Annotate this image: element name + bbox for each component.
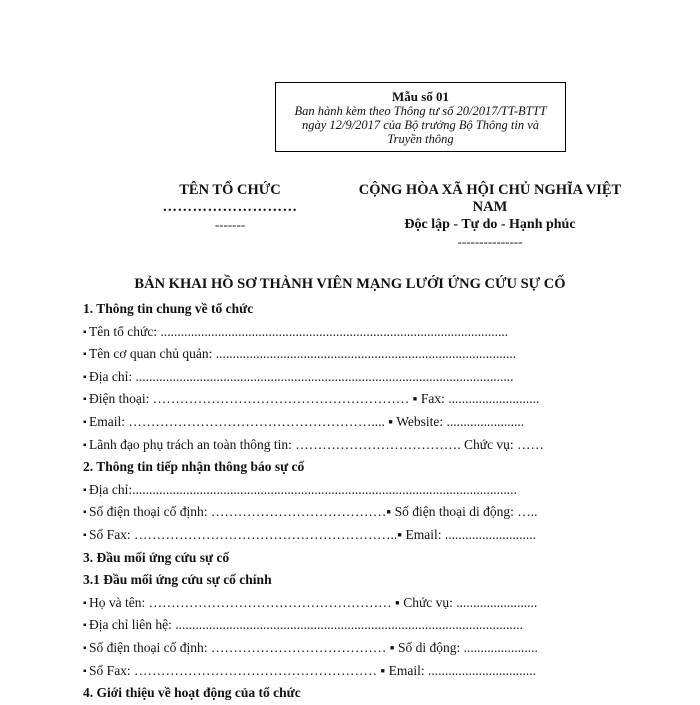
organization-dots: ……………………… [162, 199, 298, 215]
form-body [83, 298, 573, 705]
issued-line-3: Truyền thông [387, 132, 454, 146]
national-divider: --------------- [457, 234, 523, 249]
national-motto: Độc lập - Tự do - Hạnh phúc [404, 217, 576, 232]
form-field-line: ▪ Điện thoại: ………………………………………………… ▪ Fax: ........................... [83, 388, 573, 411]
form-number-box [275, 82, 566, 152]
form-number: Mẫu số 01 [391, 89, 450, 104]
form-field-line: ▪ Tên cơ quan chủ quản: ......................................................................................... [83, 343, 573, 366]
section-heading: 2. Thông tin tiếp nhận thông báo sự cố [83, 459, 305, 475]
form-field-line: ▪ Lãnh đạo phụ trách an toàn thông tin: ………………………………. Chức vụ: …… [83, 434, 573, 457]
form-field-line: ▪ Số điện thoại cố định: …………………………………▪ Số điện thoại di động: ….. [83, 501, 573, 524]
form-field-line: ▪ Số Fax: ……………………………………………… ▪ Email: ................................ [83, 660, 573, 683]
form-field-line: ▪ Địa chỉ: ................................................................................................................ [83, 366, 573, 389]
organization-divider: ------- [214, 217, 246, 232]
national-header [340, 182, 640, 250]
form-field-line: ▪ Họ và tên: ……………………………………………… ▪ Chức vụ: ........................ [83, 592, 573, 615]
subsection-heading: 3.1 Đầu mối ứng cứu sự cố chính [83, 572, 272, 588]
form-field-line: ▪ Địa chỉ:.................................................................................................................. [83, 479, 573, 502]
issued-line-1: Ban hành kèm theo Thông tư số 20/2017/TT-BTTT [294, 104, 547, 118]
form-field-line: ▪ Email: ……………………………………………….... ▪ Website: ....................... [83, 411, 573, 434]
issued-line-2: ngày 12/9/2017 của Bộ trưởng Bộ Thông tin và [301, 118, 540, 132]
form-field-line: ▪ Địa chỉ liên hệ: ....................................................................................................... [83, 614, 573, 637]
country-name-line-1: CỘNG HÒA XÃ HỘI CHỦ NGHĨA VIỆT [358, 182, 622, 198]
document-title: BẢN KHAI HỒ SƠ THÀNH VIÊN MẠNG LƯỚI ỨNG CỨU SỰ CỐ [134, 276, 566, 292]
section-heading: 1. Thông tin chung về tổ chức [83, 301, 254, 316]
organization-name: TÊN TỔ CHỨC [179, 182, 281, 198]
form-field-line: ▪ Số Fax: …………………………………………………..▪ Email: ........................... [83, 524, 573, 547]
section-heading: 3. Đầu mối ứng cứu sự cố [83, 549, 230, 565]
form-field-line: ▪ Tên tổ chức: ....................................................................................................... [83, 321, 573, 344]
country-name-line-2: NAM [472, 199, 508, 215]
form-field-line: ▪ Số điện thoại cố định: ………………………………… ▪ Số di động: ...................... [83, 637, 573, 660]
section-heading: 4. Giới thiệu về hoạt động của tổ chức [83, 685, 301, 701]
organization-header [140, 182, 320, 233]
